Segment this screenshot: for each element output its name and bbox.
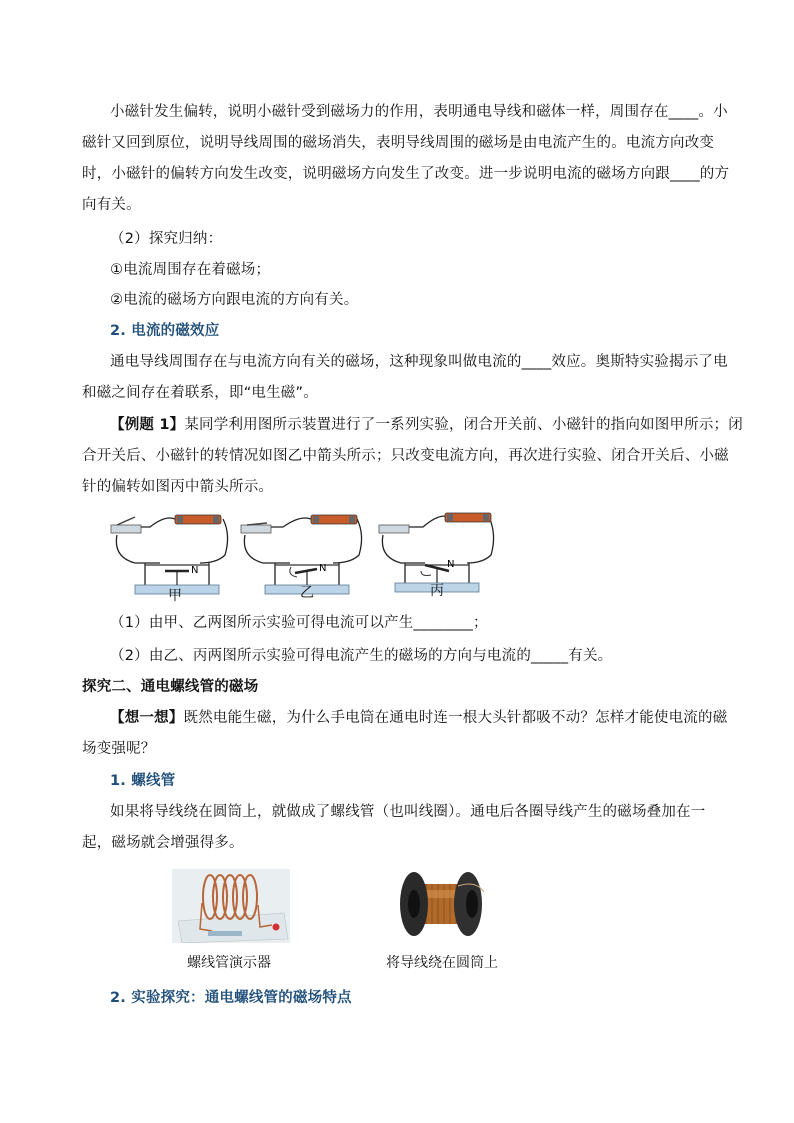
caption-solenoid-demonstrator: 螺线管演示器 <box>187 955 271 971</box>
para1-line1: 小磁针发生偏转，说明小磁针受到磁场力的作用，表明通电导线和磁体一样，周围存在____。小 <box>110 104 728 120</box>
para3-line1: 如果将导线绕在圆筒上，就做成了螺线管（也叫线圈）。通电后各圈导线产生的磁场叠加在一 <box>110 804 706 820</box>
solenoid-demonstrator-image <box>172 869 290 943</box>
think-line1 <box>110 703 727 733</box>
subsection-title-experiment: 2. 实验探究：通电螺线管的磁场特点 <box>110 990 352 1006</box>
para1-line2: 磁针又回到原位，说明导线周围的磁场消失，表明导线周围的磁场是由电流产生的。电流方向改变 <box>82 135 715 151</box>
think-label: 【想一想】 <box>110 710 184 726</box>
figure-label-jia: 甲 <box>168 588 182 604</box>
para2-line2: 和磁之间存在着联系，即“电生磁”。 <box>82 385 318 401</box>
section-title-solenoid: 探究二、通电螺线管的磁场 <box>82 679 259 695</box>
example-line2: 合开关后、小磁针的转情况如图乙中箭头所示；只改变电流方向，再次进行实验、闭合开关后、小磁 <box>82 448 729 464</box>
para1-line3: 时，小磁针的偏转方向发生改变，说明磁场方向发生了改变。进一步说明电流的磁场方向跟____的方 <box>82 166 730 182</box>
para2-line1: 通电导线周围存在与电流方向有关的磁场，这种现象叫做电流的____效应。奥斯特实验揭示了电 <box>110 354 728 370</box>
figure-label-yi: 乙 <box>300 585 314 601</box>
caption-coil-on-cylinder: 将导线绕在圆筒上 <box>386 955 498 971</box>
section-title-magnetic-effect: 2. 电流的磁效应 <box>110 323 220 339</box>
figure-label-bing: 丙 <box>430 583 444 599</box>
summary-title: （2）探究归纳： <box>110 231 223 247</box>
coil-on-cylinder-image <box>388 862 492 946</box>
example-line1 <box>110 410 743 440</box>
needle-n-label-jia: N <box>191 565 199 576</box>
question-2: （2）由乙、丙两图所示实验可得电流产生的磁场的方向与电流的_____有关。 <box>110 648 613 664</box>
needle-n-label-yi: N <box>319 563 327 574</box>
subsection-title-solenoid: 1. 螺线管 <box>110 773 176 789</box>
para3-line2: 起，磁场就会增强得多。 <box>82 835 244 851</box>
think-text-1: 既然电能生磁，为什么手电筒在通电时连一根大头针都吸不动？怎样才能使电流的磁 <box>183 710 728 726</box>
think-line2: 场变强呢？ <box>82 741 156 757</box>
summary-item-1: ①电流周围存在着磁场； <box>110 262 271 278</box>
example-line3: 针的偏转如图丙中箭头所示。 <box>82 479 274 495</box>
circuit-jia <box>111 515 228 594</box>
para1-line4: 向有关。 <box>82 197 141 213</box>
needle-n-label-bing: N <box>447 559 455 570</box>
example-text-1: 某同学利用图所示装置进行了一系列实验，闭合开关前、小磁针的指向如图甲所示；闭 <box>184 417 743 433</box>
summary-item-2: ②电流的磁场方向跟电流的方向有关。 <box>110 292 359 308</box>
example-label: 【例题 1】 <box>110 417 185 433</box>
question-1: （1）由甲、乙两图所示实验可得电流可以产生________； <box>110 615 488 631</box>
